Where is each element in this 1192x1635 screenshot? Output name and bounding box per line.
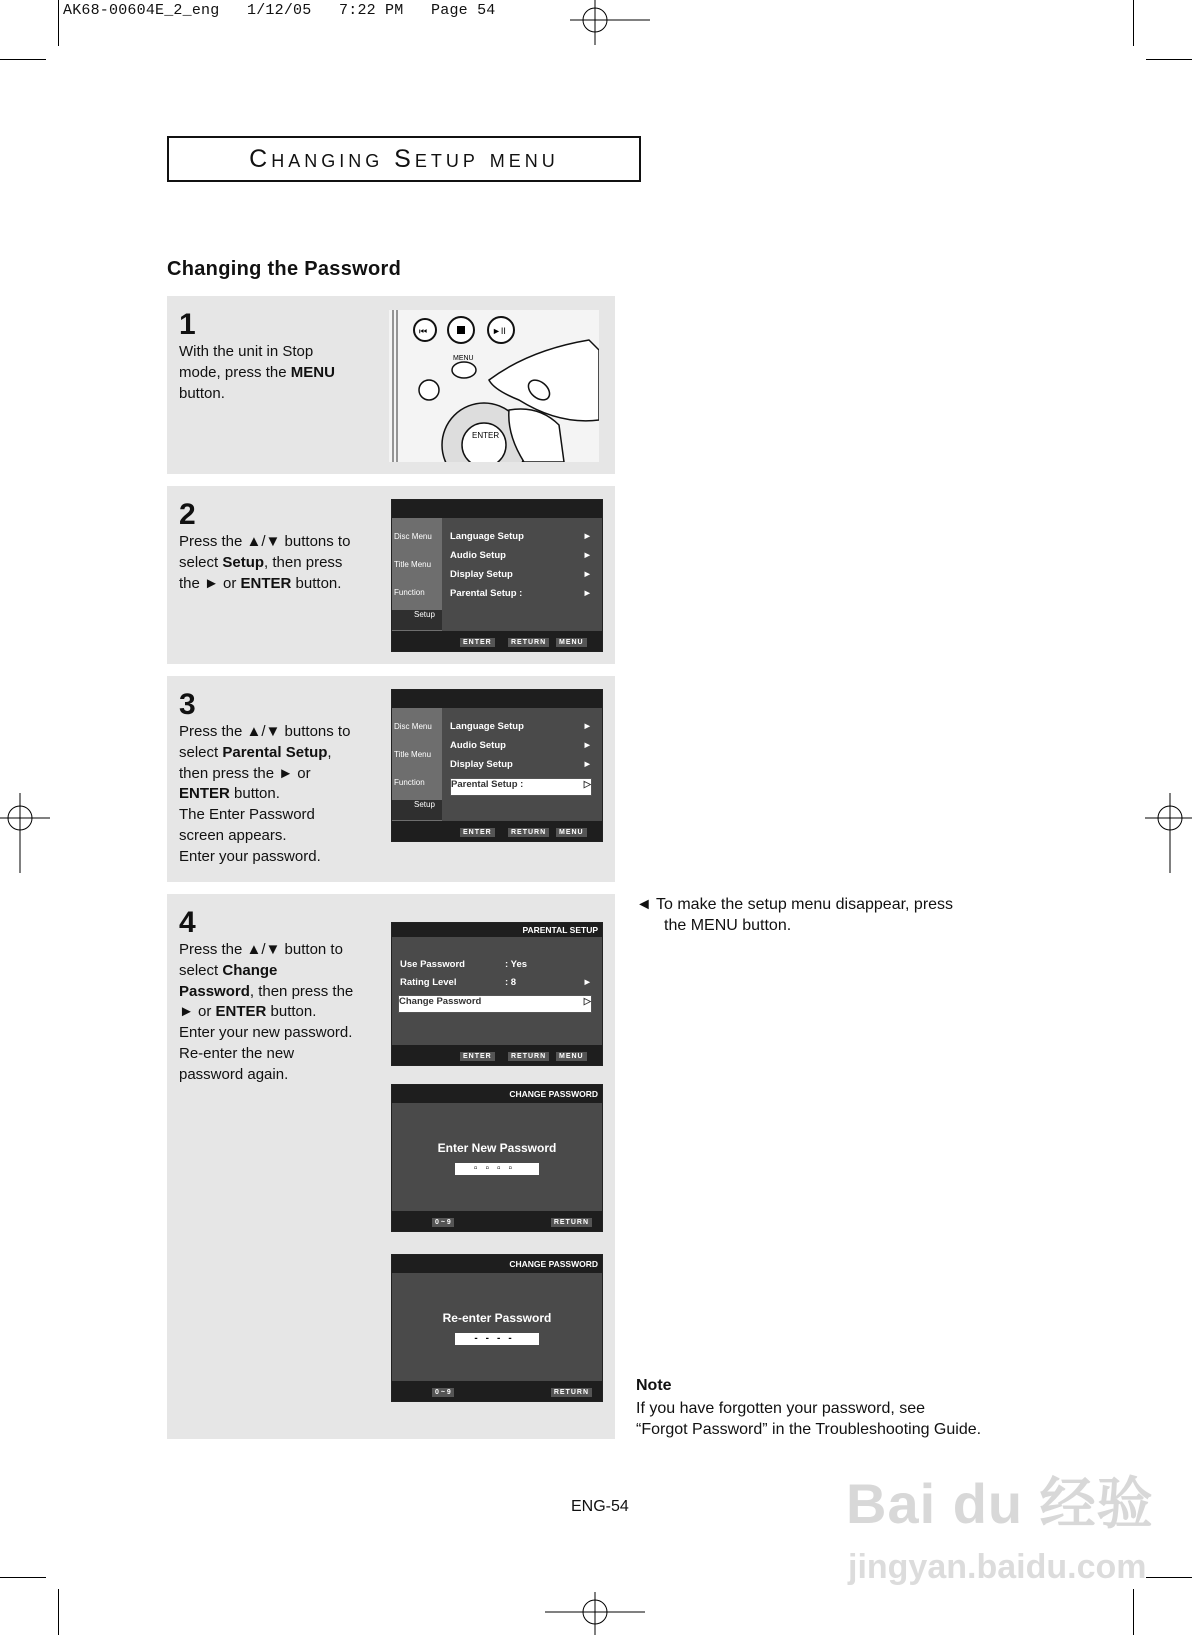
menu-row: Parental Setup : ►	[450, 588, 592, 599]
registration-mark	[545, 1592, 645, 1635]
page-title: Changing Setup menu	[167, 136, 641, 182]
side-setup: Setup	[392, 610, 442, 630]
step-text	[179, 940, 364, 1086]
osd-return: RETURN	[551, 1218, 592, 1227]
step-line: ENTER button.	[179, 785, 280, 803]
osd-title: CHANGE PASSWORD	[509, 1089, 598, 1099]
osd-menu: MENU	[556, 1052, 587, 1061]
menu-label: MENU	[453, 355, 474, 362]
menu-row: Audio Setup ►	[450, 550, 592, 561]
step-3	[167, 676, 615, 882]
side-title-menu: Title Menu	[394, 750, 432, 759]
osd-change-password-reenter	[391, 1254, 603, 1402]
menu-row: Use Password : Yes	[400, 959, 528, 970]
step-line: Re-enter the new	[179, 1044, 295, 1062]
step-line: Enter your password.	[179, 847, 321, 865]
menu-row: Language Setup ►	[450, 721, 592, 732]
step-line: ► or ENTER button.	[179, 1003, 317, 1021]
step-line: mode, press the MENU	[179, 363, 335, 381]
osd-menu: MENU	[556, 828, 587, 837]
menu-row: Language Setup ►	[450, 531, 592, 542]
step-line: then press the ► or	[179, 764, 311, 782]
osd-return: RETURN	[508, 638, 549, 647]
step-line: With the unit in Stop	[179, 343, 314, 360]
page-number: ENG-54	[571, 1498, 629, 1515]
svg-text:⏮: ⏮	[419, 326, 428, 336]
osd-return: RETURN	[551, 1388, 592, 1397]
side-disc-menu: Disc Menu	[394, 532, 432, 541]
registration-mark	[570, 0, 650, 45]
step-line: button.	[179, 384, 225, 402]
remote-illustration	[389, 310, 599, 462]
crop-mark	[58, 1589, 59, 1635]
osd-parental-setup	[391, 922, 603, 1066]
menu-row-selected: Change Password ▷	[398, 995, 592, 1013]
menu-row: Rating Level : 8 ►	[400, 977, 592, 988]
step-line: select Parental Setup,	[179, 743, 332, 761]
menu-row: Audio Setup ►	[450, 740, 592, 751]
side-function: Function	[394, 778, 425, 787]
step-number: 1	[179, 308, 196, 341]
svg-text:►II: ►II	[492, 326, 506, 336]
section-heading: Changing the Password	[167, 258, 402, 280]
osd-enter: ENTER	[460, 828, 495, 837]
osd-return: RETURN	[508, 1052, 549, 1061]
menu-row-selected: Parental Setup : ▷	[450, 778, 592, 796]
step-line: screen appears.	[179, 826, 287, 844]
step-line: select Change	[179, 961, 278, 979]
password-prompt: Re-enter Password	[442, 1311, 552, 1325]
step-line: Press the ▲/▼ buttons to	[179, 723, 351, 740]
side-function: Function	[394, 588, 425, 597]
osd-digits: 0 ~ 9	[432, 1218, 454, 1227]
crop-mark	[1133, 0, 1134, 46]
osd-title: PARENTAL SETUP	[522, 925, 598, 935]
osd-menu: MENU	[556, 638, 587, 647]
crop-mark	[0, 1577, 46, 1578]
osd-change-password-enter	[391, 1084, 603, 1232]
step-number: 2	[179, 498, 196, 531]
step-line: Press the ▲/▼ button to	[179, 941, 343, 958]
menu-row: Display Setup ►	[450, 759, 592, 770]
side-disc-menu: Disc Menu	[394, 722, 432, 731]
step-line: select Setup, then press	[179, 553, 343, 571]
password-field: ----	[455, 1333, 539, 1345]
crop-mark	[1133, 1589, 1134, 1635]
side-title-menu: Title Menu	[394, 560, 432, 569]
osd-enter: ENTER	[460, 638, 495, 647]
step-text	[179, 532, 364, 594]
registration-mark	[1145, 793, 1192, 873]
osd-digits: 0 ~ 9	[432, 1388, 454, 1397]
crop-mark	[0, 59, 46, 60]
watermark-url: jingyan.baidu.com	[848, 1548, 1147, 1586]
osd-title: CHANGE PASSWORD	[509, 1259, 598, 1269]
osd-return: RETURN	[508, 828, 549, 837]
crop-mark	[1146, 59, 1192, 60]
step-line: the ► or ENTER button.	[179, 574, 342, 592]
step-2	[167, 486, 615, 664]
step-number: 4	[179, 906, 196, 939]
step-line: The Enter Password	[179, 806, 315, 824]
step-number: 3	[179, 688, 196, 721]
step-text	[179, 342, 364, 404]
menu-row: Display Setup ►	[450, 569, 592, 580]
tip-text: ◄ To make the setup menu disappear, press the MENU button.	[636, 896, 954, 934]
password-field: ▫▫▫▫	[455, 1163, 539, 1175]
side-setup: Setup	[392, 800, 442, 820]
registration-mark	[0, 793, 50, 873]
osd-setup-menu	[391, 499, 603, 652]
watermark-logo: Bai du 经验	[846, 1472, 1154, 1535]
print-header: AK68-00604E_2_eng 1/12/05 7:22 PM Page 54	[63, 2, 496, 19]
step-text	[179, 722, 364, 868]
osd-enter: ENTER	[460, 1052, 495, 1061]
password-prompt: Enter New Password	[437, 1141, 557, 1155]
note-heading: Note	[636, 1377, 672, 1394]
step-1	[167, 296, 615, 474]
crop-mark	[1146, 1577, 1192, 1578]
crop-mark	[58, 0, 59, 46]
step-line: Enter your new password.	[179, 1024, 353, 1042]
enter-label: ENTER	[472, 431, 500, 440]
osd-setup-menu-parental	[391, 689, 603, 842]
step-line: Press the ▲/▼ buttons to	[179, 533, 351, 550]
step-line: password again.	[179, 1065, 289, 1083]
step-4	[167, 894, 615, 1439]
step-line: Password, then press the	[179, 982, 354, 1000]
note-text: If you have forgotten your password, see “Forgot Password” in the Troubleshooting Guide.	[636, 1400, 982, 1438]
